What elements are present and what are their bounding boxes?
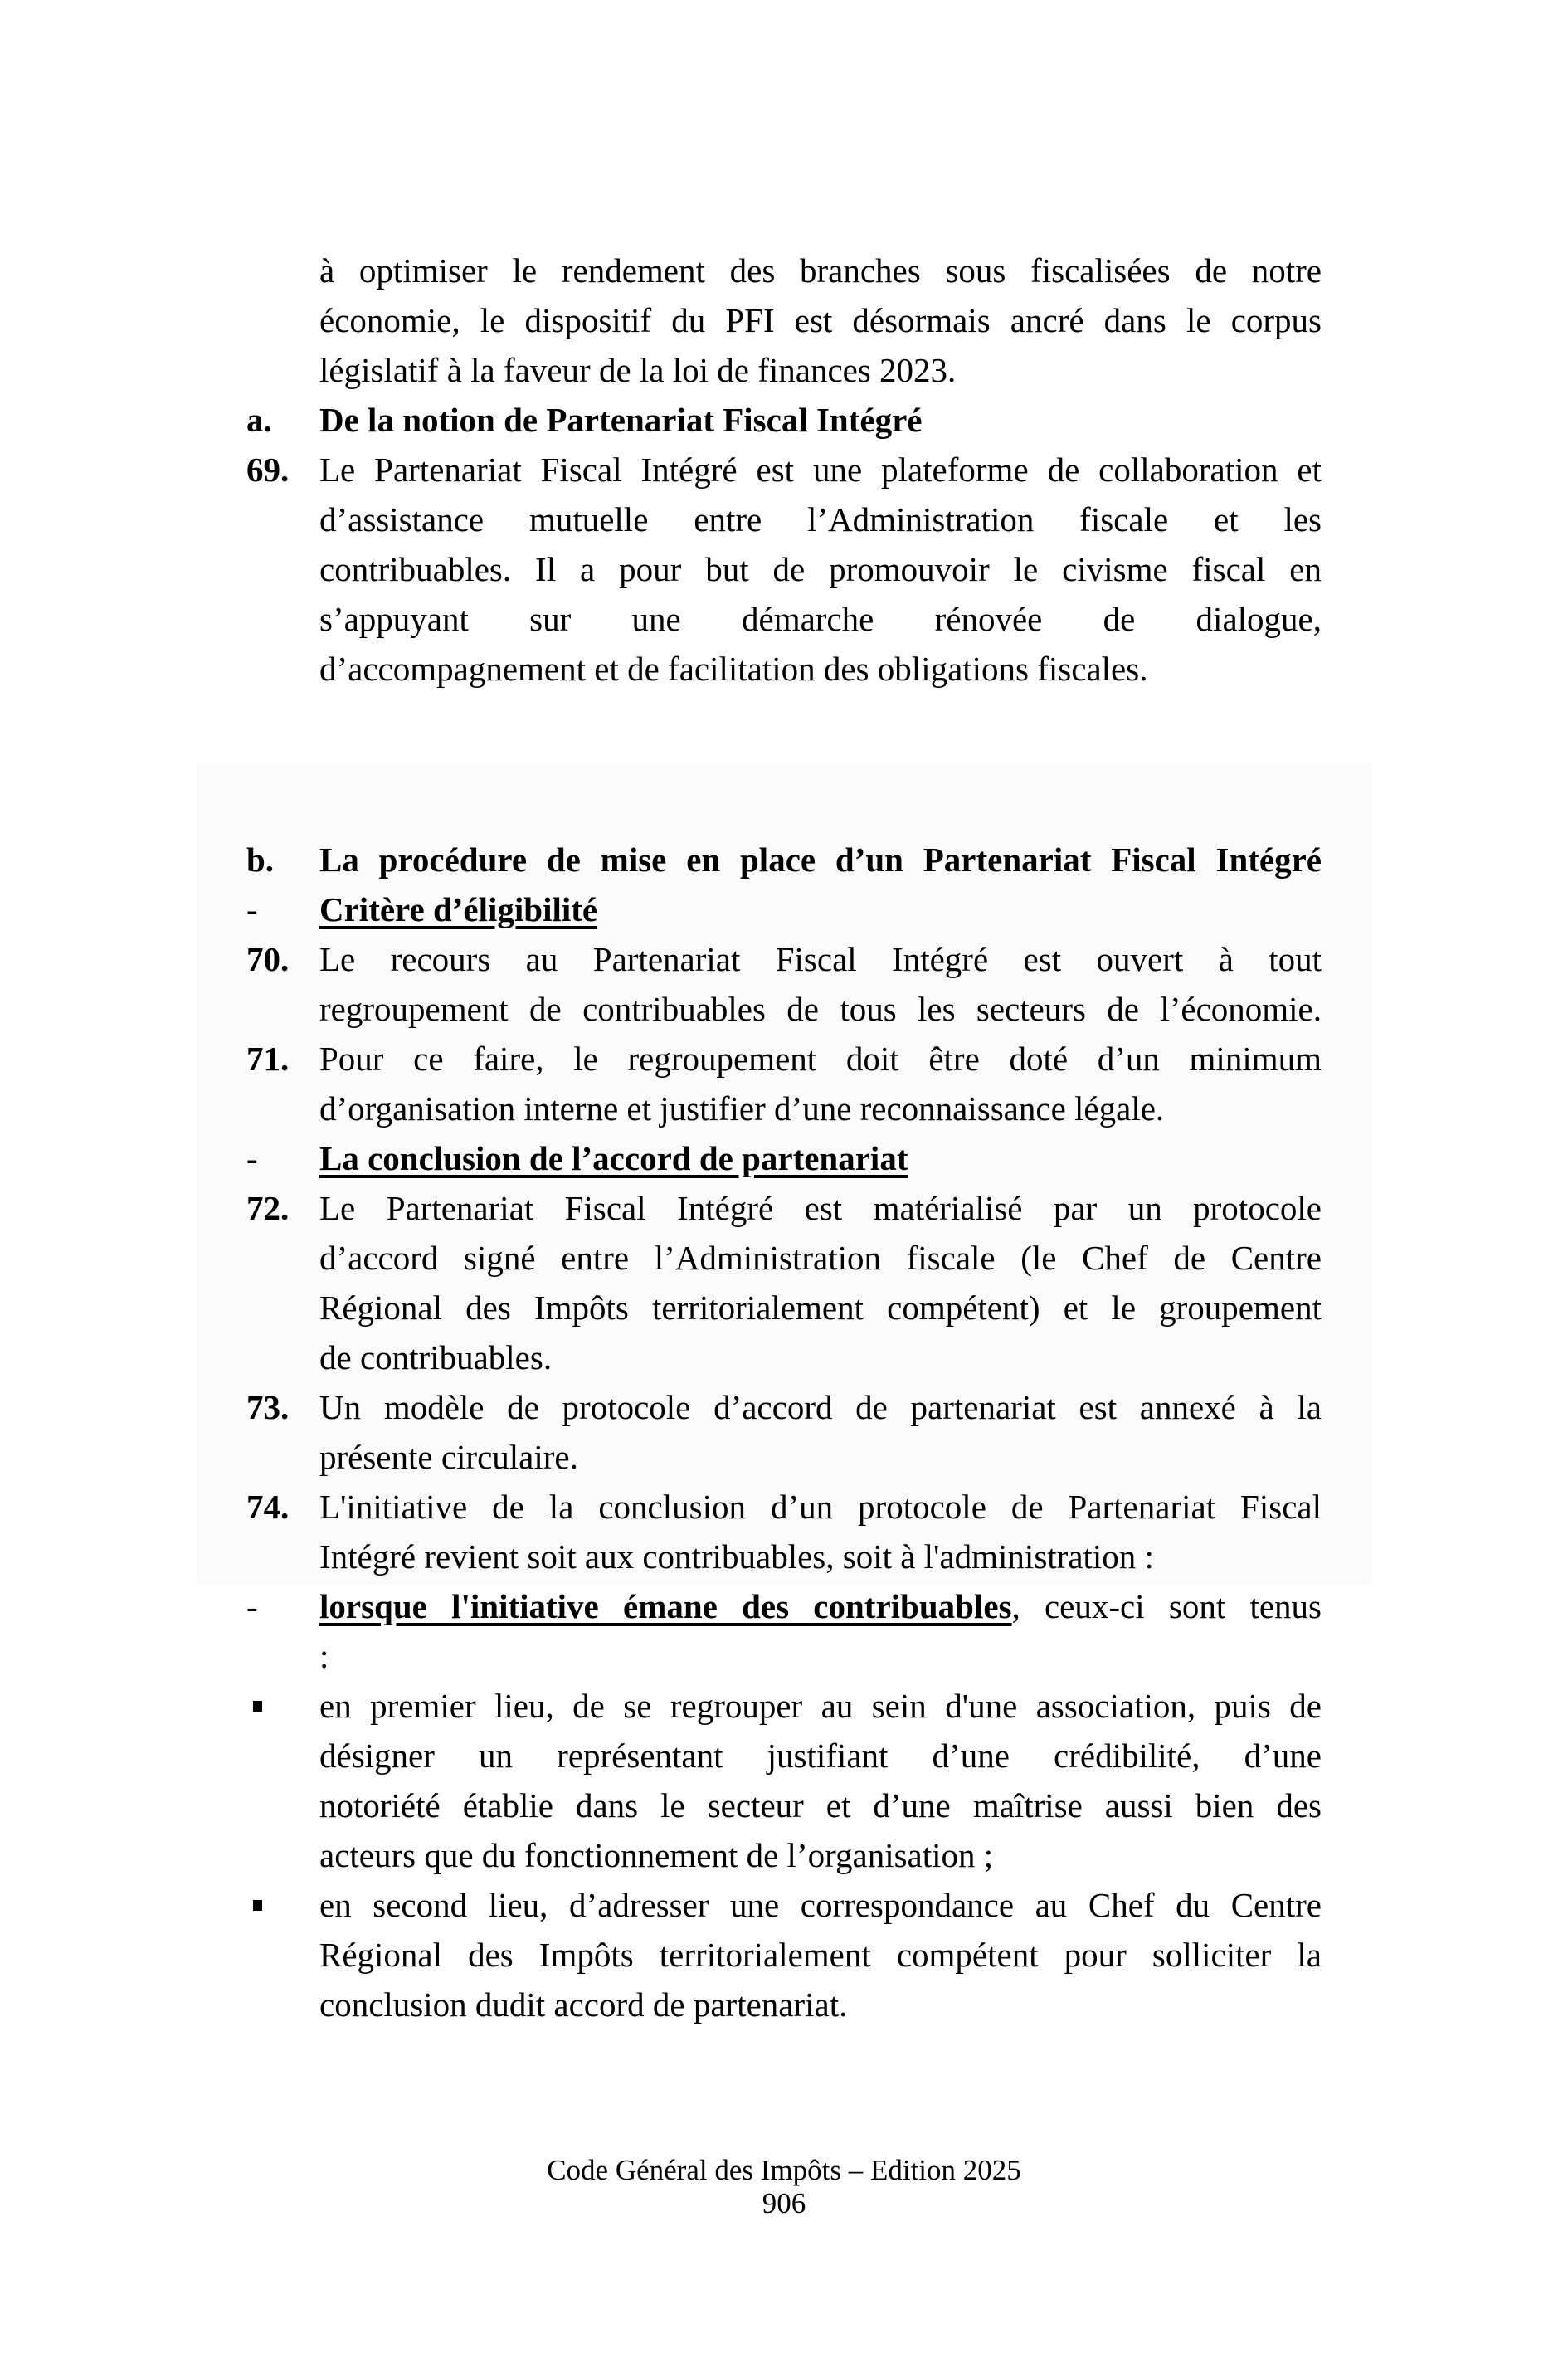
dash-item-line	[246, 1631, 1322, 1681]
paragraph-text: présente circulaire.	[319, 1438, 578, 1476]
section-title: De la notion de Partenariat Fiscal Intégré	[319, 401, 923, 439]
paragraph-text: d’assistance mutuelle entre l’Administration fiscale et les	[319, 500, 1322, 538]
paragraph-text: de contribuables.	[319, 1338, 553, 1376]
paragraph-text: Régional des Impôts territorialement compétent) et le groupement	[319, 1289, 1322, 1327]
dash-item	[246, 1581, 1322, 1631]
bullet-item-line	[246, 1781, 1322, 1830]
section-marker: b.	[246, 840, 275, 879]
paragraph-72-line	[246, 1283, 1322, 1332]
bullet-text: acteurs que du fonctionnement de l’organisation ;	[319, 1836, 994, 1874]
intro-line	[246, 246, 1322, 295]
paragraph-text: d’organisation interne et justifier d’une reconnaissance légale.	[319, 1089, 1165, 1128]
paragraph-69	[246, 445, 1322, 494]
square-bullet-icon	[253, 1900, 262, 1911]
paragraph-number: 74.	[246, 1488, 290, 1526]
dash-item-text: :	[319, 1637, 329, 1675]
subheading-conclusion	[246, 1133, 1322, 1183]
bullet-text: en second lieu, d’adresser une correspondance au Chef du Centre	[319, 1886, 1322, 1924]
paragraph-70-line	[246, 984, 1322, 1034]
paragraph-text: Intégré revient soit aux contribuables, soit à l'administration :	[319, 1537, 1154, 1576]
paragraph-73	[246, 1382, 1322, 1432]
intro-text: à optimiser le rendement des branches sous fiscalisées de notre	[319, 251, 1322, 290]
paragraph-74	[246, 1482, 1322, 1532]
dash-marker: -	[246, 1139, 258, 1177]
section-heading-b	[246, 835, 1322, 884]
paragraph-text: d’accompagnement et de facilitation des obligations fiscales.	[319, 650, 1148, 688]
paragraph-72-line	[246, 1233, 1322, 1283]
paragraph-text: Le Partenariat Fiscal Intégré est matérialisé par un protocole	[319, 1189, 1322, 1227]
intro-line	[246, 345, 1322, 395]
square-bullet-icon	[253, 1701, 262, 1712]
paragraph-text: Pour ce faire, le regroupement doit être doté d’un minimum	[319, 1040, 1322, 1078]
bullet-item-line	[246, 1731, 1322, 1781]
paragraph-text: Le Partenariat Fiscal Intégré est une plateforme de collaboration et	[319, 451, 1322, 489]
bullet-item-line	[246, 1930, 1322, 1980]
intro-text: économie, le dispositif du PFI est désormais ancré dans le corpus	[319, 301, 1322, 339]
subheading-eligibility	[246, 884, 1322, 934]
bullet-item	[246, 1681, 1322, 1731]
paragraph-text: contribuables. Il a pour but de promouvoir le civisme fiscal en	[319, 550, 1322, 588]
paragraph-71	[246, 1034, 1322, 1084]
section-marker: a.	[246, 401, 272, 439]
bullet-text: en premier lieu, de se regrouper au sein d'une association, puis de	[319, 1687, 1322, 1725]
subheading-title: La conclusion de l’accord de partenariat	[319, 1139, 908, 1177]
paragraph-text: s’appuyant sur une démarche rénovée de dialogue,	[319, 600, 1322, 638]
bullet-text: notoriété établie dans le secteur et d’une maîtrise aussi bien des	[319, 1786, 1322, 1824]
bullet-text: conclusion dudit accord de partenariat.	[319, 1985, 848, 2024]
paragraph-number: 71.	[246, 1040, 290, 1078]
paragraph-number: 73.	[246, 1388, 290, 1426]
paragraph-73-line	[246, 1432, 1322, 1482]
paragraph-text: Le recours au Partenariat Fiscal Intégré est ouvert à tout	[319, 940, 1322, 978]
dash-marker: -	[246, 1587, 258, 1625]
footer-title: Code Général des Impôts – Edition 2025	[547, 2154, 1021, 2186]
bullet-text: désigner un représentant justifiant d’une crédibilité, d’une	[319, 1737, 1322, 1775]
section-heading-a	[246, 395, 1322, 445]
paragraph-text: d’accord signé entre l’Administration fiscale (le Chef de Centre	[319, 1239, 1322, 1277]
paragraph-69-line	[246, 594, 1322, 644]
paragraph-72-line	[246, 1332, 1322, 1382]
paragraph-number: 72.	[246, 1189, 290, 1227]
paragraph-71-line	[246, 1084, 1322, 1133]
paragraph-69-line	[246, 644, 1322, 694]
intro-line	[246, 295, 1322, 345]
bullet-text: Régional des Impôts territorialement compétent pour solliciter la	[319, 1936, 1322, 1974]
paragraph-number: 70.	[246, 940, 290, 978]
paragraph-text: regroupement de contribuables de tous les secteurs de l’économie.	[319, 990, 1322, 1028]
dash-marker: -	[246, 890, 258, 928]
paragraph-text: L'initiative de la conclusion d’un protocole de Partenariat Fiscal	[319, 1488, 1322, 1526]
paragraph-69-line	[246, 494, 1322, 544]
paragraph-70	[246, 934, 1322, 984]
paragraph-number: 69.	[246, 451, 290, 489]
page-number: 906	[762, 2187, 806, 2219]
subheading-title: Critère d’éligibilité	[319, 890, 598, 928]
bullet-item	[246, 1880, 1322, 1930]
intro-text: législatif à la faveur de la loi de finances 2023.	[319, 351, 957, 389]
paragraph-69-line	[246, 544, 1322, 594]
paragraph-72	[246, 1183, 1322, 1233]
paragraph-text: Un modèle de protocole d’accord de partenariat est annexé à la	[319, 1388, 1322, 1426]
bullet-item-line	[246, 1980, 1322, 2029]
paragraph-74-line	[246, 1532, 1322, 1581]
section-title: La procédure de mise en place d’un Partenariat Fiscal Intégré	[319, 840, 1322, 879]
dash-item-text: , ceux-ci sont tenus	[1011, 1587, 1322, 1625]
bullet-item-line	[246, 1830, 1322, 1880]
dash-item-emphasis: lorsque l'initiative émane des contribuables	[319, 1587, 1012, 1625]
